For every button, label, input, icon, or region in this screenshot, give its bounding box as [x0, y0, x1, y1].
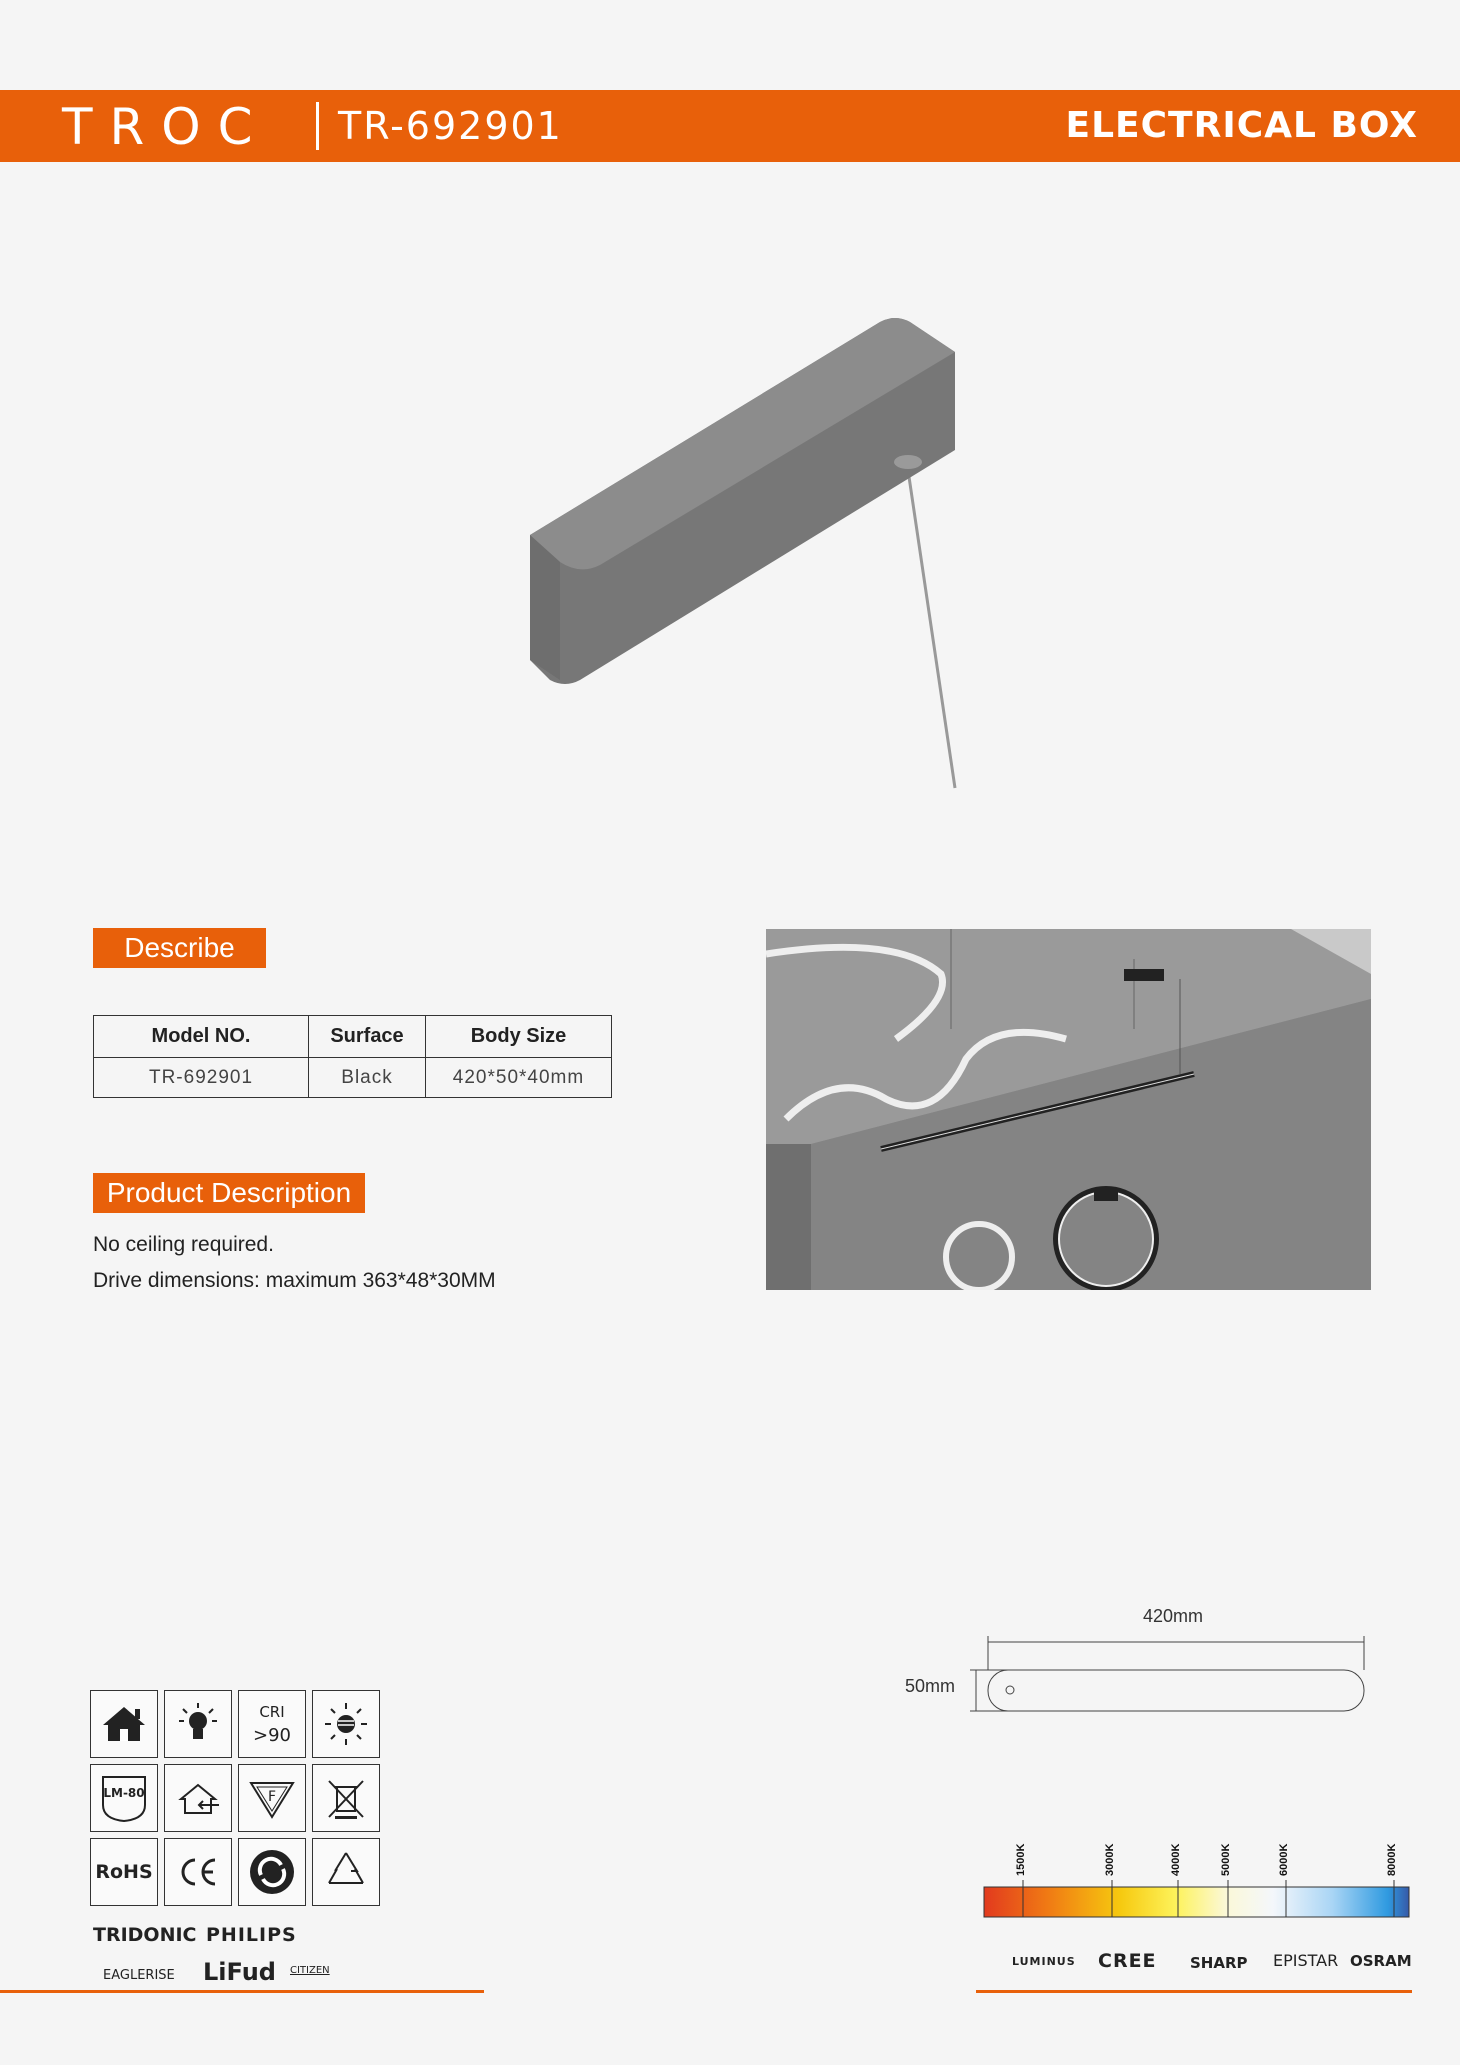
product-description-heading: Product Description	[93, 1173, 365, 1213]
brand-tridonic: TRIDONIC	[93, 1924, 197, 1946]
dimension-drawing	[900, 1600, 1380, 1720]
ce-icon	[164, 1838, 232, 1906]
green-dot-icon	[238, 1838, 306, 1906]
house-arrow-icon	[164, 1764, 232, 1832]
col-model: Model NO.	[94, 1016, 309, 1058]
brand-citizen: CITIZEN	[290, 1965, 330, 1976]
cri-label: CRI	[259, 1703, 285, 1721]
cct-tick-1500k: 1500K	[1015, 1843, 1027, 1876]
brand-epistar: EPISTAR	[1273, 1951, 1339, 1970]
application-scene-image	[766, 929, 1371, 1290]
spec-table	[93, 1015, 612, 1098]
rohs-label: RoHS	[95, 1861, 153, 1883]
cct-tick-4000k: 4000K	[1170, 1843, 1182, 1876]
bulb-icon	[164, 1690, 232, 1758]
col-body-size: Body Size	[426, 1016, 612, 1058]
svg-text:F: F	[267, 1789, 277, 1805]
brand-logo: TROC	[62, 98, 270, 156]
cell-model: TR-692901	[94, 1058, 309, 1098]
brand-sharp: SHARP	[1190, 1954, 1248, 1972]
cct-tick-8000k: 8000K	[1386, 1843, 1398, 1876]
home-icon	[90, 1690, 158, 1758]
cell-surface: Black	[309, 1058, 426, 1098]
cri-value: >90	[253, 1725, 291, 1746]
dimension-width: 420mm	[1143, 1606, 1204, 1626]
recycle-icon	[312, 1838, 380, 1906]
rohs-icon	[90, 1838, 158, 1906]
product-category: ELECTRICAL BOX	[1065, 105, 1418, 146]
lm80-text: LM-80	[103, 1786, 145, 1800]
sun-icon	[312, 1690, 380, 1758]
cct-tick-5000k: 5000K	[1220, 1843, 1232, 1876]
describe-heading: Describe	[93, 928, 266, 968]
cct-scale	[980, 1835, 1415, 1925]
header-divider	[316, 102, 319, 150]
table-row	[94, 1058, 612, 1098]
brand-osram: OSRAM	[1350, 1952, 1412, 1970]
footer-line-left	[0, 1990, 484, 1993]
lm80-icon	[90, 1764, 158, 1832]
weee-icon	[312, 1764, 380, 1832]
cell-body-size: 420*50*40mm	[426, 1058, 612, 1098]
description-line: Drive dimensions: maximum 363*48*30MM	[93, 1269, 496, 1292]
col-surface: Surface	[309, 1016, 426, 1058]
cri-badge	[238, 1690, 306, 1758]
footer-line-right	[976, 1990, 1412, 1993]
brand-lifud: LiFud	[203, 1958, 276, 1986]
product-image	[500, 300, 980, 800]
brand-philips: PHILIPS	[206, 1924, 297, 1946]
f-mark-icon	[238, 1764, 306, 1832]
cct-tick-6000k: 6000K	[1278, 1843, 1290, 1876]
description-line: No ceiling required.	[93, 1233, 274, 1256]
header-bar	[0, 90, 1460, 162]
dimension-height: 50mm	[905, 1676, 956, 1696]
cct-tick-3000k: 3000K	[1104, 1843, 1116, 1876]
model-number: TR-692901	[338, 104, 563, 148]
brand-cree: CREE	[1098, 1950, 1157, 1972]
brand-luminus: LUMINUS	[1012, 1955, 1076, 1968]
brand-eaglerise: EAGLERISE	[103, 1968, 175, 1983]
